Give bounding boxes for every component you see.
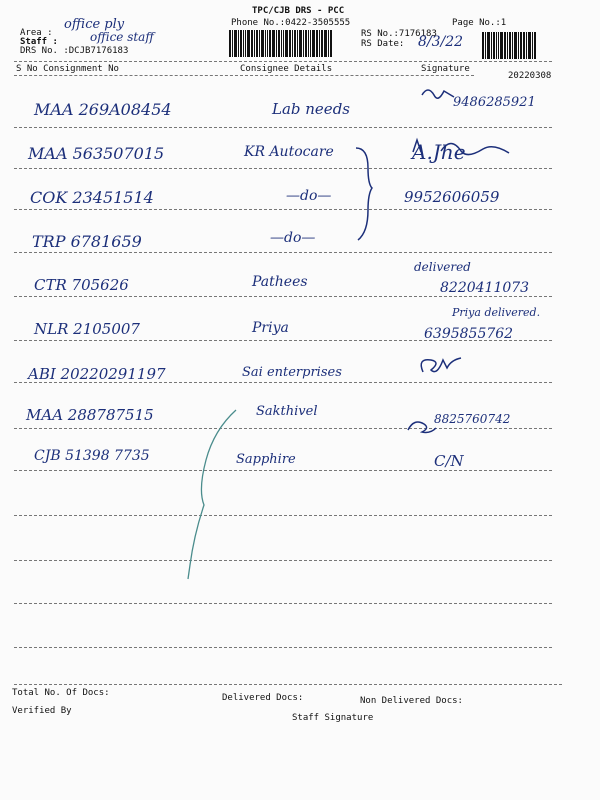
row-consignment: TRP 6781659	[32, 232, 142, 251]
row-consignee: Sai enterprises	[242, 365, 342, 380]
row-consignment: COK 23451514	[30, 188, 154, 207]
row-signature: 8220411073	[440, 280, 530, 296]
column-signature: Signature	[421, 64, 470, 74]
signature-scribble	[413, 140, 509, 155]
row-consignee: Pathees	[252, 274, 308, 290]
row-consignment: CJB 51398 7735	[34, 448, 150, 464]
row-consignment: CTR 705626	[34, 276, 129, 294]
row-consignment: ABI 20220291197	[28, 365, 166, 383]
row-consignee: —do—	[270, 230, 316, 246]
page-number: Page No.:1	[452, 18, 507, 28]
row-consignment: NLR 2105007	[34, 320, 140, 338]
total-docs-label: Total No. Of Docs:	[12, 688, 110, 698]
staff-signature-label: Staff Signature	[292, 713, 374, 723]
row-consignee: Sapphire	[236, 452, 296, 467]
row-signature: 8825760742	[434, 412, 511, 426]
row-signature: 9486285921	[453, 95, 536, 110]
phone-number: Phone No.:0422-3505555	[231, 18, 351, 28]
non-delivered-docs-label: Non Delivered Docs:	[360, 696, 463, 706]
footer-rule	[14, 684, 562, 685]
rs-date-label: RS Date:	[361, 39, 405, 49]
row-consignee: Priya	[252, 320, 289, 336]
drs-number: DRS No. :DCJB7176183	[20, 46, 129, 56]
row-consignee: Lab needs	[272, 100, 350, 118]
signature-scribble	[422, 90, 454, 98]
row-consignee: KR Autocare	[244, 144, 334, 160]
row-consignment: MAA 563507015	[28, 144, 165, 163]
area-value: office ply	[64, 17, 125, 32]
signature-scribble	[421, 358, 461, 372]
date-code: 20220308	[508, 71, 552, 81]
row-signature: 6395855762	[424, 326, 514, 342]
staff-label: Staff :	[20, 37, 58, 47]
row-signature-note: delivered	[414, 260, 471, 274]
row-signature: A.Jhe	[412, 140, 466, 164]
brace-mark	[356, 148, 372, 240]
verified-by-label: Verified By	[12, 706, 72, 716]
column-sno-consignment: S No Consignment No	[16, 64, 119, 74]
document-title: TPC/CJB DRS - PCC	[252, 6, 345, 16]
delivered-docs-label: Delivered Docs:	[222, 693, 304, 703]
signature-scribble	[408, 422, 436, 433]
row-consignment: MAA 269A08454	[34, 100, 172, 119]
row-signature-note: Priya delivered.	[452, 306, 541, 319]
rs-date-value: 8/3/22	[418, 34, 464, 50]
strike-line	[188, 410, 236, 579]
row-consignee: —do—	[286, 188, 332, 204]
area-label: Area :	[20, 28, 53, 38]
row-consignee: Sakthivel	[256, 404, 318, 419]
row-consignment: MAA 288787515	[26, 406, 154, 424]
row-signature: 9952606059	[404, 188, 500, 206]
row-signature: C/N	[434, 452, 464, 470]
rs-number: RS No.:7176183	[361, 29, 437, 39]
staff-value: office staff	[90, 30, 154, 44]
column-consignee-details: Consignee Details	[240, 64, 333, 74]
